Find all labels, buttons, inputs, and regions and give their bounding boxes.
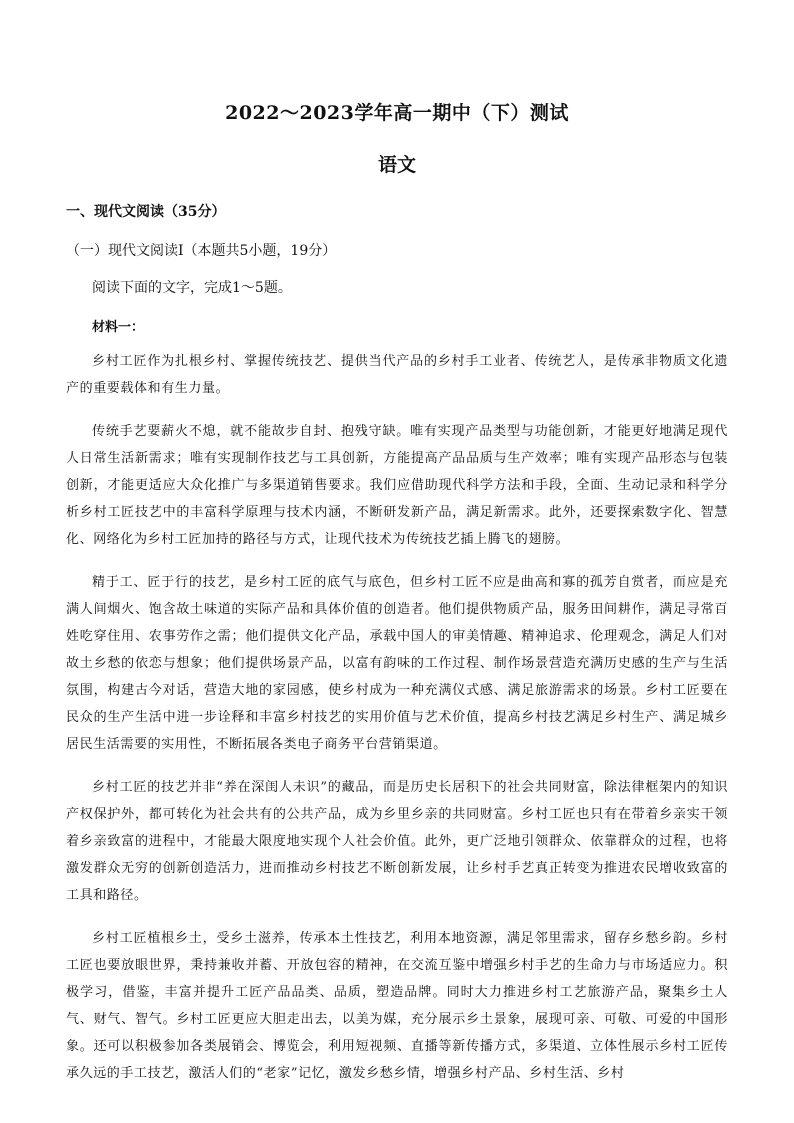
- reading-passage: [66, 348, 728, 1103]
- sub-section-heading: （一）现代文阅读Ⅰ（本题共5小题，19分）: [66, 243, 337, 259]
- exam-title: 2022～2023学年高一期中（下）测试: [225, 102, 569, 124]
- reading-instruction: 阅读下面的文字，完成1～5题。: [92, 280, 292, 296]
- subject-title: 语文: [377, 154, 416, 176]
- passage-paragraph-1: 乡村工匠作为扎根乡村、掌握传统技艺、提供当代产品的乡村手工业者、传统艺人，是传承非物质文化遗产的重要载体和有生力量。: [66, 354, 728, 396]
- passage-paragraph-5: 乡村工匠植根乡土，受乡土滋养，传承本土性技艺，利用本地资源，满足邻里需求，留存乡愁乡韵。乡村工匠也要放眼世界，秉持兼收并蓄、开放包容的精神，在交流互鉴中增强乡村手艺的生命力与市场适应力。积极学习，借鉴，丰富并提升工匠产品品类、品质，塑造品牌。同时大力推进乡村工艺旅游产品，聚集乡土人气、财气、智气。乡村工匠更应大胆走出去，以美为媒，充分展示乡土景象，展现可亲、可敬、可爱的中国形象。还可以积极参加各类展销会、博览会，利用短视频、直播等新传播方式，多渠道、立体性展示乡村工匠传承久远的手工技艺，激活人们的“老家”记忆，激发乡愁乡情，增强乡村产品、乡村生活、乡村: [66, 931, 728, 1081]
- passage-paragraph-3: 精于工、匠于行的技艺，是乡村工匠的底气与底色，但乡村工匠不应是曲高和寡的孤芳自赏者，而应是充满人间烟火、饱含故土味道的实际产品和具体价值的创造者。他们提供物质产品，服务田间耕作，满足寻常百姓吃穿住用、农事劳作之需；他们提供文化产品，承载中国人的审美情趣、精神追求、伦理观念，满足人们对故土乡愁的依恋与想象；他们提供场景产品，以富有韵味的工作过程、制作场景营造充满历史感的生产与生活氛围，构建古今对话，营造大地的家园感，使乡村成为一种充满仪式感、满足旅游需求的场景。乡村工匠要在民众的生产生活中进一步诠释和丰富乡村技艺的实用价值与艺术价值，提高乡村技艺满足乡村生产、满足城乡居民生活需要的实用性，不断拓展各类电子商务平台营销渠道。: [66, 575, 728, 752]
- passage-paragraph-4: 乡村工匠的技艺并非“养在深闺人未识”的藏品，而是历史长居积下的社会共同财富，除法律框架内的知识产权保护外，都可转化为社会共有的公共产品，成为乡里乡亲的共同财富。乡村工匠也只有在带着乡亲实干领着乡亲致富的进程中，才能最大限度地实现个人社会价值。此外，更广泛地引领群众、依靠群众的过程，也将激发群众无穷的创新创造活力，进而推动乡村技艺不断创新发展，让乡村手艺真正转变为推进农民增收致富的工具和路径。: [66, 780, 728, 903]
- material-label: 材料一：: [92, 320, 145, 335]
- section-heading: 一、现代文阅读（35分）: [66, 204, 226, 220]
- passage-paragraph-2: 传统手艺要薪火不熄，就不能故步自封、抱残守缺。唯有实现产品类型与功能创新，才能更好地满足现代人日常生活新需求；唯有实现制作技艺与工具创新，方能提高产品品质与生产效率；唯有实现产品形态与包装创新，才能更适应大众化推广与多渠道销售要求。我们应借助现代科学方法和手段，全面、生动记录和科学分析乡村工匠技艺中的丰富科学原理与技术内涵，不断研发新产品，满足新需求。此外，还要探索数字化、智慧化、网络化为乡村工匠加持的路径与方式，让现代技术为传统技艺插上腾飞的翅膀。: [66, 424, 728, 547]
